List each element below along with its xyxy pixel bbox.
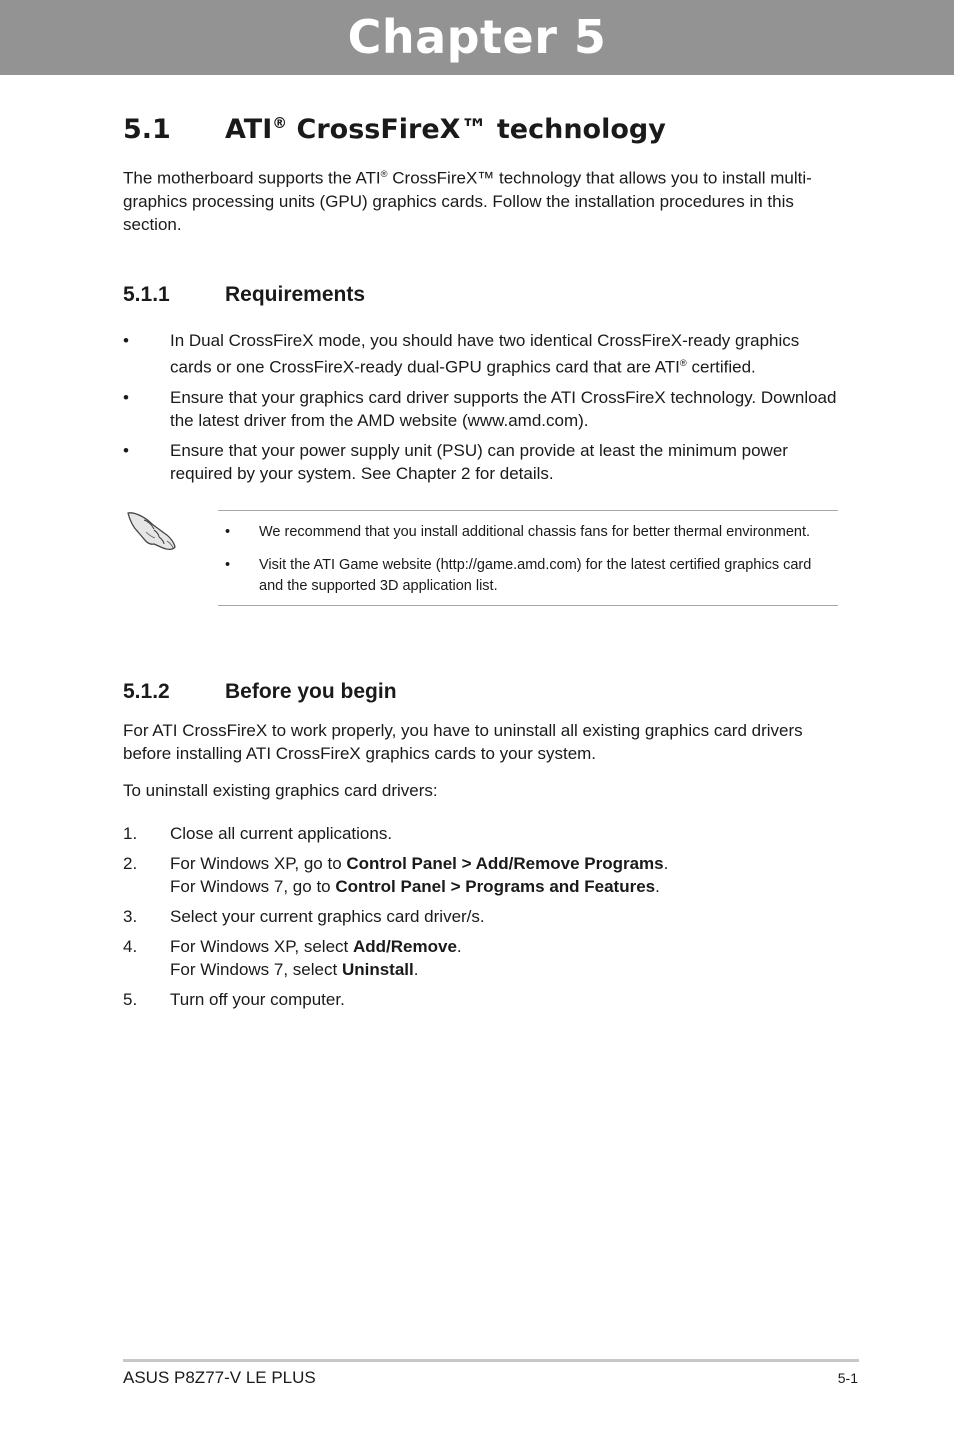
step-text: Close all current applications. [170, 824, 393, 843]
bullet-marker: • [123, 387, 129, 407]
before-paragraph: For ATI CrossFireX to work properly, you have to uninstall all existing graphics card drivers before installing ATI CrossFireX graphics cards to your system. [123, 721, 803, 763]
list-item [123, 329, 843, 379]
step-item [123, 852, 843, 898]
requirements-list [123, 329, 843, 485]
menu-item-name: Add/Remove [352, 937, 457, 956]
section-number: 5.1 [123, 114, 171, 145]
step-text: For Windows 7, go to [170, 877, 336, 896]
menu-path: Control Panel > Add/Remove Programs [346, 854, 664, 873]
step-number: 2. [123, 854, 138, 873]
step-item [123, 988, 843, 1011]
note-text: We recommend that you install additional chassis fans for better thermal environment. [259, 524, 810, 540]
step-number: 4. [123, 937, 138, 956]
section-heading [123, 114, 666, 145]
step-text: For Windows XP, go to [170, 854, 347, 873]
list-item [225, 522, 838, 543]
requirements-title: Requirements [225, 283, 366, 306]
list-item-text: certified. [686, 357, 756, 377]
bullet-marker: • [225, 524, 231, 540]
list-item [123, 386, 843, 432]
list-item [225, 555, 838, 597]
requirements-number: 5.1.1 [123, 283, 170, 306]
step-item [123, 905, 843, 928]
menu-item-name: Uninstall [341, 960, 414, 979]
footer-divider [123, 1359, 859, 1362]
hand-pointer-icon [124, 506, 180, 554]
chapter-header-bar [0, 0, 954, 75]
registered-mark: ® [679, 358, 687, 368]
before-number: 5.1.2 [123, 680, 170, 703]
step-text: . [655, 877, 660, 896]
footer-product-name: ASUS P8Z77-V LE PLUS [123, 1368, 316, 1387]
bullet-marker: • [123, 331, 129, 350]
section-title-pre: ATI [225, 114, 273, 145]
step-text: . [663, 854, 669, 873]
section-title-post: CrossFireX™ technology [287, 114, 666, 145]
menu-path: Control Panel > Programs and Features [335, 877, 656, 896]
intro-registered-mark: ® [380, 169, 388, 179]
steps-list [123, 822, 843, 1011]
step-text: For Windows 7, select [170, 960, 342, 979]
note-text: Visit the ATI Game website (http://game.amd.com) for the latest certified graphics card and the supported 3D application list. [259, 557, 812, 594]
bullet-marker: • [123, 440, 129, 460]
footer-page-number: 5-1 [837, 1370, 858, 1386]
before-instruction: To uninstall existing graphics card drivers: [123, 781, 438, 800]
before-heading [123, 680, 397, 704]
note-box [218, 510, 838, 606]
registered-mark: ® [272, 114, 288, 132]
step-number: 1. [123, 824, 138, 843]
step-number: 3. [123, 907, 138, 926]
step-text: . [456, 937, 462, 956]
list-item-text: Ensure that your graphics card driver supports the ATI CrossFireX technology. Download the latest driver from the AMD website (www.amd.com). [170, 387, 837, 430]
requirements-heading [123, 283, 365, 307]
list-item-text: Ensure that your power supply unit (PSU) can provide at least the minimum power required by your system. See Chapter 2 for details. [170, 440, 788, 483]
intro-text-pre: The motherboard supports the ATI [123, 168, 381, 188]
list-item-text: In Dual CrossFireX mode, you should have two identical CrossFireX-ready graphics cards or one CrossFireX-ready dual-GPU graphics card that are ATI [170, 331, 800, 377]
list-item [123, 439, 843, 485]
before-title: Before you begin [225, 680, 397, 703]
step-text: For Windows XP, select [170, 937, 353, 956]
step-item [123, 935, 843, 981]
step-text: Select your current graphics card driver/s. [170, 907, 485, 926]
intro-text-post: CrossFireX™ technology that allows you to install multi-graphics processing units (GPU) graphics cards. Follow the installation procedures in this section. [123, 168, 812, 234]
step-number: 5. [123, 990, 138, 1009]
bullet-marker: • [225, 557, 231, 573]
chapter-title: Chapter 5 [347, 10, 607, 64]
step-text: Turn off your computer. [170, 990, 345, 1009]
step-item [123, 822, 843, 845]
step-text: . [413, 960, 419, 979]
section-intro [123, 163, 823, 236]
